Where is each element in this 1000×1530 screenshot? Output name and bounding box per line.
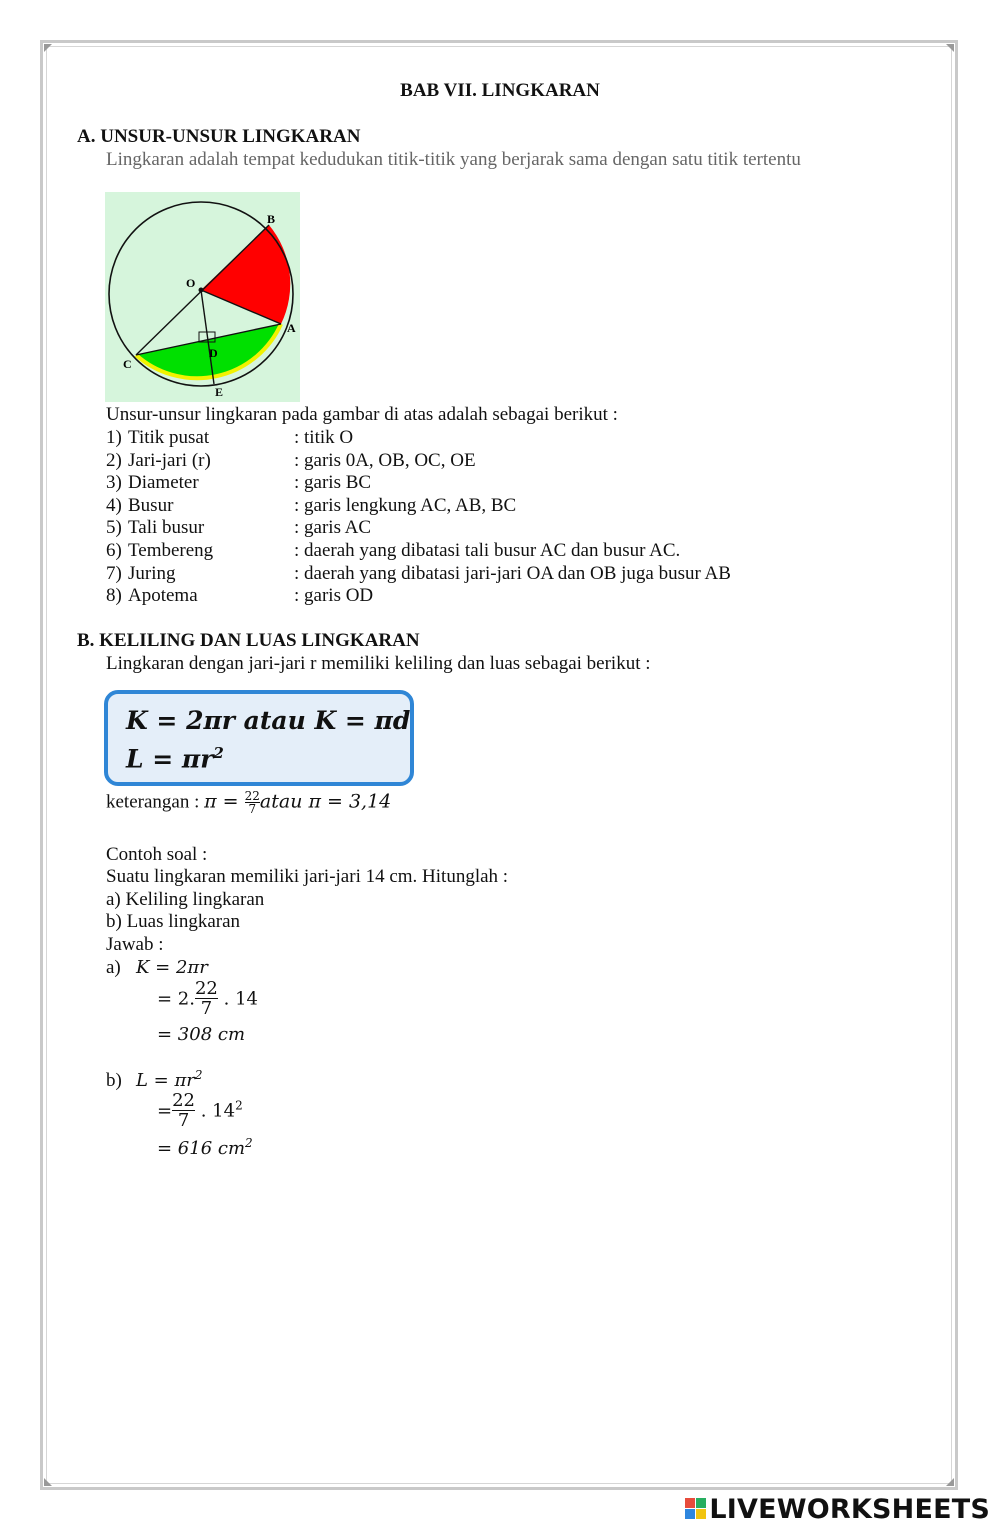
section-b-heading: B. KELILING DAN LUAS LINGKARAN (77, 630, 420, 651)
page-title: BAB VII. LINGKARAN (400, 80, 600, 101)
label-e: E (215, 385, 224, 399)
label-b: B (267, 212, 276, 226)
formula-intro: Lingkaran dengan jari-jari r memiliki keliling dan luas sebagai berikut : (106, 653, 651, 674)
formula-luas: $L = \pi r^2$ (126, 744, 224, 774)
circle-diagram (105, 192, 300, 402)
label-a: A (287, 321, 296, 335)
answer-label: Jawab : (106, 934, 164, 955)
corner-mark (946, 44, 954, 52)
example-heading: Contoh soal : (106, 844, 208, 865)
example-problem: Suatu lingkaran memiliki jari-jari 14 cm. Hitunglah : (106, 866, 509, 887)
list-item: 2) Jari-jari (r) : garis 0A, OB, OC, OE (106, 450, 476, 471)
question-a: a) Keliling lingkaran (106, 889, 265, 910)
answer-a-step2: = 2. $\frac{22}{7}$ . 14 (157, 978, 258, 1019)
liveworksheets-logo[interactable] (685, 1494, 990, 1525)
list-item: 4) Busur : garis lengkung AC, AB, BC (106, 495, 517, 516)
corner-mark (946, 1478, 954, 1486)
answer-a-result: = 308 cm (157, 1024, 246, 1045)
label-o: O (186, 276, 196, 290)
label-c: C (123, 357, 132, 371)
list-item: 8) Apotema : garis OD (106, 585, 374, 606)
label-d: D (209, 346, 218, 360)
corner-mark (44, 44, 52, 52)
answer-b-step2: = $\frac{22}{7}$ . $14^2$ (157, 1090, 243, 1131)
answer-a-label: a) (106, 957, 121, 978)
list-item: 7) Juring : daerah yang dibatasi jari-jari OA dan OB juga busur AB (106, 563, 731, 584)
formula-keliling: K = 2πr atau K = πd (126, 706, 411, 735)
formula-box (104, 690, 414, 786)
list-item: 3) Diameter : garis BC (106, 472, 372, 493)
question-b: b) Luas lingkaran (106, 911, 241, 932)
circle-definition: Lingkaran adalah tempat kedudukan titik-titik yang berjarak sama dengan satu titik tertentu (106, 149, 801, 170)
answer-b-step1: $L = \pi r^2$ (136, 1068, 203, 1091)
center-point (199, 288, 204, 293)
logo-icon (685, 1498, 707, 1520)
section-a-heading: A. UNSUR-UNSUR LINGKARAN (77, 126, 361, 147)
elements-intro: Unsur-unsur lingkaran pada gambar di atas adalah sebagai berikut : (106, 404, 618, 425)
list-item: 5) Tali busur : garis AC (106, 517, 372, 538)
pi-note: keterangan : π = $\frac{22}{7}$ atau π = 3,14 (106, 789, 392, 816)
circle-figure (105, 192, 300, 402)
answer-a-step1: K = 2πr (136, 957, 208, 978)
list-item: 6) Tembereng : daerah yang dibatasi tali busur AC dan busur AC. (106, 540, 681, 561)
answer-b-result: = 616 $cm^2$ (157, 1136, 253, 1159)
list-item: 1) Titik pusat : titik O (106, 427, 354, 448)
answer-b-label: b) (106, 1070, 122, 1091)
logo-text: LIVEWORKSHEETS (709, 1494, 990, 1525)
corner-mark (44, 1478, 52, 1486)
